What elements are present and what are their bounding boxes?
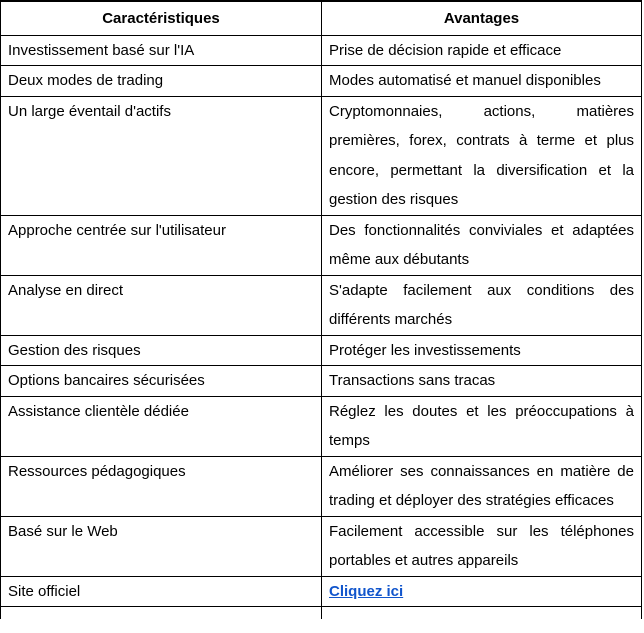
feature-cell: Basé sur le Web — [1, 516, 322, 576]
benefit-cell: Modes automatisé et manuel disponibles — [322, 66, 642, 97]
partial-row — [1, 607, 642, 619]
table-header — [1, 1, 642, 35]
table-row — [1, 66, 642, 97]
benefit-cell — [322, 607, 642, 619]
feature-cell: Deux modes de trading — [1, 66, 322, 97]
feature-cell: Assistance clientèle dédiée — [1, 396, 322, 456]
benefit-cell: Prise de décision rapide et efficace — [322, 35, 642, 66]
benefit-cell: Réglez les doutes et les préoccupations à temps — [322, 396, 642, 456]
benefit-cell: Des fonctionnalités conviviales et adaptées même aux débutants — [322, 215, 642, 275]
feature-cell: Ressources pédagogiques — [1, 456, 322, 516]
feature-cell: Site officiel — [1, 576, 322, 607]
feature-cell: Approche centrée sur l'utilisateur — [1, 215, 322, 275]
benefit-cell: Améliorer ses connaissances en matière de trading et déployer des stratégies efficaces — [322, 456, 642, 516]
feature-cell: Options bancaires sécurisées — [1, 366, 322, 397]
table-row — [1, 576, 642, 607]
feature-cell — [1, 607, 322, 619]
benefit-cell: S'adapte facilement aux conditions des différents marchés — [322, 275, 642, 335]
benefit-cell: Transactions sans tracas — [322, 366, 642, 397]
table-row — [1, 516, 642, 576]
table-row — [1, 275, 642, 335]
benefit-cell: Facilement accessible sur les téléphones portables et autres appareils — [322, 516, 642, 576]
table-body — [1, 35, 642, 619]
feature-cell: Analyse en direct — [1, 275, 322, 335]
official-site-link[interactable]: Cliquez ici — [329, 582, 404, 600]
column-header-caracteristiques: Caractéristiques — [1, 1, 322, 35]
feature-cell: Un large éventail d'actifs — [1, 96, 322, 215]
feature-cell: Gestion des risques — [1, 335, 322, 366]
column-header-avantages: Avantages — [322, 1, 642, 35]
benefit-cell — [322, 576, 642, 607]
table-row — [1, 396, 642, 456]
benefit-cell: Cryptomonnaies, actions, matières premières, forex, contrats à terme et plus encore, permettant la diversification et la gestion des risques — [322, 96, 642, 215]
table-row — [1, 335, 642, 366]
header-row — [1, 1, 642, 35]
table-row — [1, 96, 642, 215]
table-row — [1, 456, 642, 516]
table-row — [1, 35, 642, 66]
feature-cell: Investissement basé sur l'IA — [1, 35, 322, 66]
table-row — [1, 215, 642, 275]
benefit-cell: Protéger les investissements — [322, 335, 642, 366]
table-row — [1, 366, 642, 397]
